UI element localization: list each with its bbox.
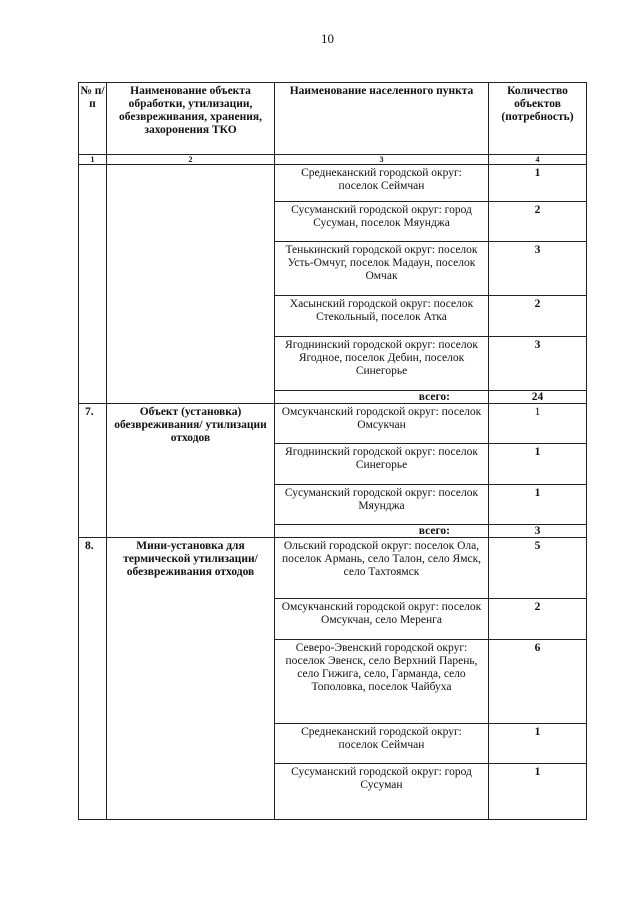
settlement-cell: Ольский городской округ: поселок Ола, поселок Армань, село Талон, село Ямск, село Тахтоямск: [275, 538, 489, 599]
settlement-cell: Сусуманский городской округ: город Сусуман: [275, 764, 489, 820]
count-cell: 1: [489, 404, 587, 444]
table-row: [79, 404, 587, 444]
settlement-cell: Омсукчанский городской округ: поселок Омсукчан: [275, 404, 489, 444]
row-number-cell: 7.: [79, 404, 107, 538]
header-object-name: Наименование объекта обработки, утилизации, обезвреживания, хранения, захоронения ТКО: [107, 83, 275, 155]
count-cell: 6: [489, 640, 587, 724]
table-header-row: [79, 83, 587, 155]
count-cell: 1: [489, 764, 587, 820]
settlement-cell: Ягоднинский городской округ: поселок Синегорье: [275, 444, 489, 485]
column-index-row: [79, 155, 587, 165]
settlement-cell: Сусуманский городской округ: поселок Мяунджа: [275, 485, 489, 525]
settlement-cell: Сусуманский городской округ: город Сусуман, поселок Мяунджа: [275, 202, 489, 242]
table-row: [79, 538, 587, 599]
header-number: № п/п: [79, 83, 107, 155]
total-label: всего:: [275, 525, 489, 538]
settlement-cell: Хасынский городской округ: поселок Стекольный, поселок Атка: [275, 296, 489, 337]
count-cell: 1: [489, 724, 587, 764]
total-value: 24: [489, 391, 587, 404]
count-cell: 1: [489, 165, 587, 202]
count-cell: 5: [489, 538, 587, 599]
count-cell: 1: [489, 444, 587, 485]
settlement-cell: Омсукчанский городской округ: поселок Омсукчан, село Меренга: [275, 599, 489, 640]
column-index: 1: [79, 155, 107, 165]
row-number-cell: [79, 165, 107, 404]
object-name-cell: [107, 165, 275, 404]
tko-objects-table: [78, 82, 587, 820]
settlement-cell: Среднеканский городской округ: поселок Сеймчан: [275, 724, 489, 764]
table-row: [79, 165, 587, 202]
column-index: 2: [107, 155, 275, 165]
settlement-cell: Ягоднинский городской округ: поселок Ягодное, поселок Дебин, поселок Синегорье: [275, 337, 489, 391]
count-cell: 2: [489, 202, 587, 242]
page-number: 10: [321, 31, 334, 46]
total-label: всего:: [275, 391, 489, 404]
count-cell: 2: [489, 599, 587, 640]
settlement-cell: Северо-Эвенский городской округ: поселок Эвенск, село Верхний Парень, село Гижига, село, Гарманда, село Тополовка, поселок Чайбуха: [275, 640, 489, 724]
header-count: Количество объектов (потребность): [489, 83, 587, 155]
header-settlement: Наименование населенного пункта: [275, 83, 489, 155]
settlement-cell: Тенькинский городской округ: поселок Усть-Омчуг, поселок Мадаун, поселок Омчак: [275, 242, 489, 296]
column-index: 4: [489, 155, 587, 165]
row-number-cell: 8.: [79, 538, 107, 820]
count-cell: 2: [489, 296, 587, 337]
count-cell: 3: [489, 242, 587, 296]
count-cell: 1: [489, 485, 587, 525]
settlement-cell: Среднеканский городской округ: поселок Сеймчан: [275, 165, 489, 202]
total-value: 3: [489, 525, 587, 538]
count-cell: 3: [489, 337, 587, 391]
column-index: 3: [275, 155, 489, 165]
object-name-cell: Объект (установка) обезвреживания/ утилизации отходов: [107, 404, 275, 538]
object-name-cell: Мини-установка для термической утилизации/ обезвреживания отходов: [107, 538, 275, 820]
